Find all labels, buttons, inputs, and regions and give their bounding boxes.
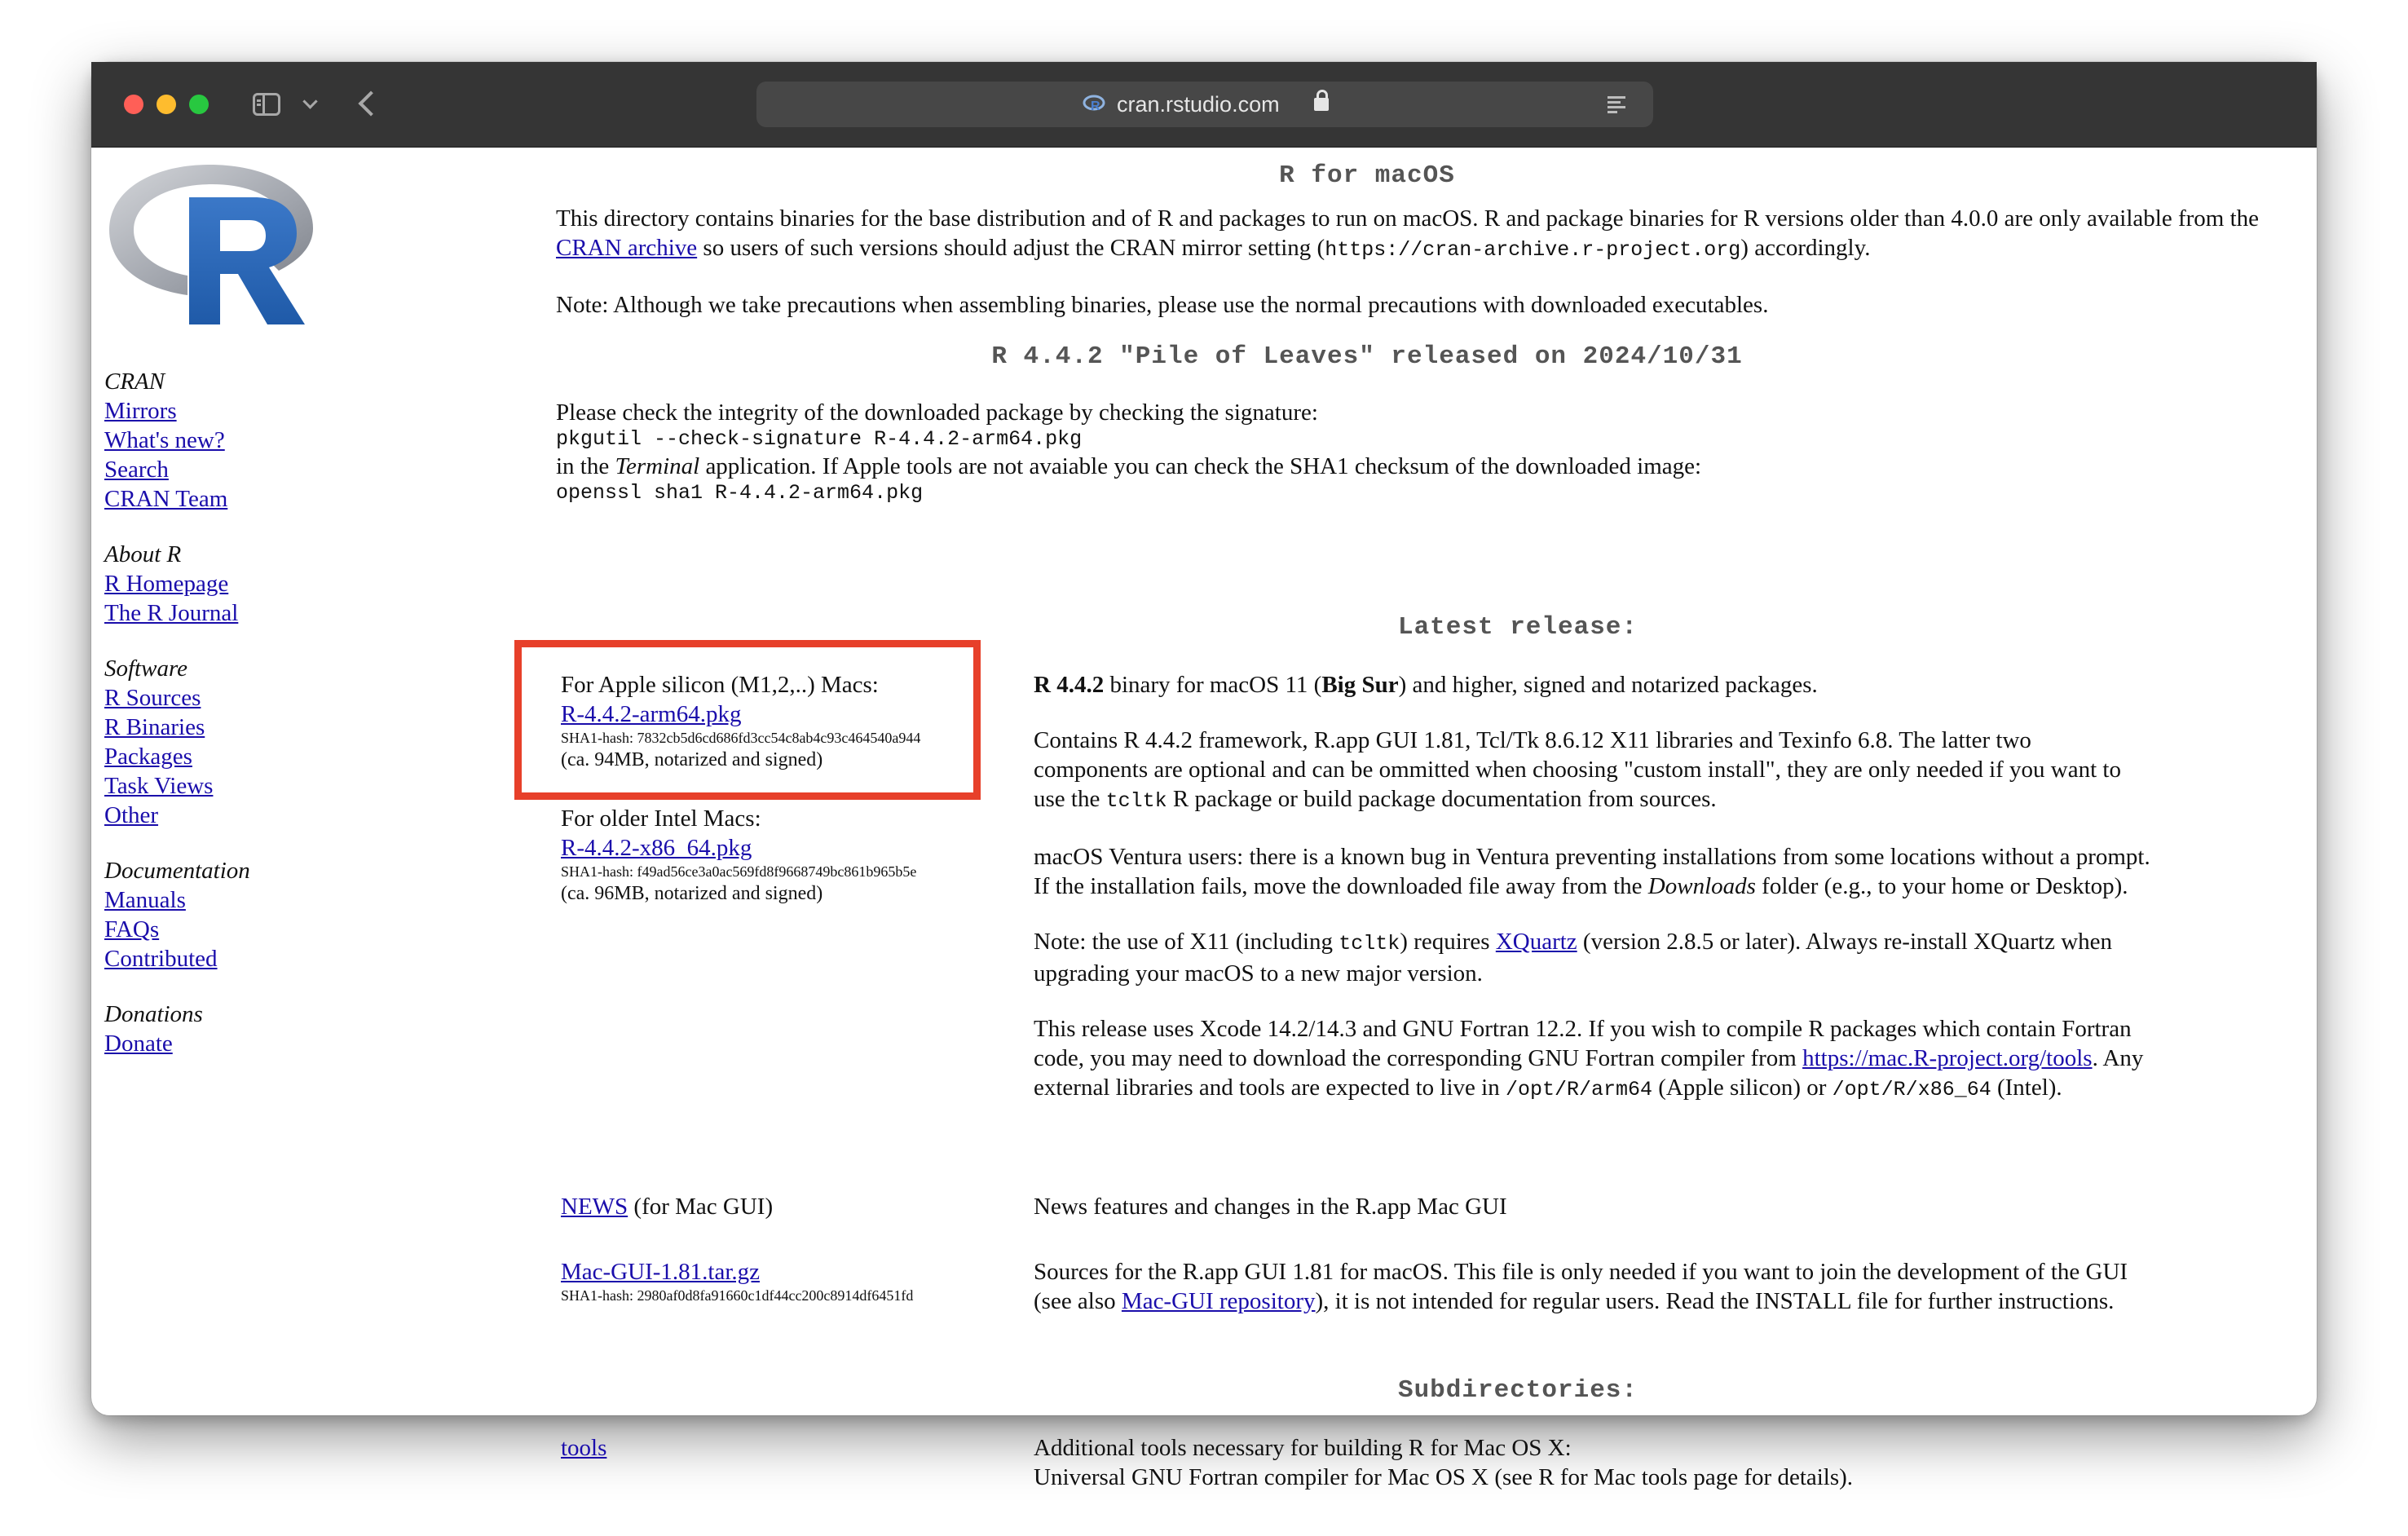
nav-link-packages[interactable]: Packages	[104, 744, 192, 770]
macgui-repository-link[interactable]: Mac-GUI repository	[1121, 1288, 1316, 1314]
intel-size: (ca. 96MB, notarized and signed)	[561, 883, 823, 904]
browser-window	[91, 62, 2317, 1490]
nav-heading: CRAN	[104, 369, 165, 395]
nav-group-documentation	[104, 856, 250, 973]
address-bar[interactable]	[756, 82, 1653, 127]
nav-heading: Software	[104, 655, 188, 682]
nav-group-cran	[104, 367, 250, 514]
nav-heading: Donations	[104, 1001, 203, 1027]
nav-link-r-homepage[interactable]: R Homepage	[104, 571, 229, 597]
nav-link-cran-team[interactable]: CRAN Team	[104, 486, 228, 512]
mac-tools-link[interactable]: https://mac.R-project.org/tools	[1802, 1045, 2093, 1071]
desc-binary: R 4.4.2 binary for macOS 11 (Big Sur) and higher, signed and notarized packages.	[1034, 672, 1818, 698]
sha1-command: openssl sha1 R-4.4.2-arm64.pkg	[556, 481, 924, 505]
lock-icon	[1314, 98, 1329, 111]
xquartz-link[interactable]: XQuartz	[1495, 929, 1577, 955]
sidebar-icon[interactable]	[253, 93, 280, 116]
page-title: R for macOS	[1279, 161, 1455, 190]
intel-label: For older Intel Macs:	[561, 806, 761, 832]
desc-contents: Contains R 4.4.2 framework, R.app GUI 1.81, Tcl/Tk 8.6.12 X11 libraries and Texinfo 6.8. The latter two components are optional and can be ommitted when choosing "custom install", they are only needed if you want to use the tcltk R package or build package documentation from sources.	[1034, 727, 2121, 813]
nav-link-faqs[interactable]: FAQs	[104, 916, 160, 942]
news-link[interactable]: NEWS	[561, 1194, 628, 1220]
nav-link-other[interactable]: Other	[104, 802, 159, 828]
nav-link-manuals[interactable]: Manuals	[104, 887, 186, 913]
nav-link-r-journal[interactable]: The R Journal	[104, 600, 239, 626]
nav-link-r-binaries[interactable]: R Binaries	[104, 714, 205, 740]
tools-link[interactable]: tools	[561, 1435, 607, 1461]
intel-hash: SHA1-hash: f49ad56ce3a0ac569fd8f9668749bc861b965b5e	[561, 863, 917, 880]
note-paragraph: Note: Although we take precautions when assembling binaries, please use the normal precautions with downloaded executables.	[556, 292, 1769, 318]
nav-group-about	[104, 540, 250, 628]
back-icon[interactable]	[358, 90, 383, 116]
close-window-button[interactable]	[124, 95, 143, 114]
svg-text:R: R	[1091, 99, 1100, 113]
integrity-paragraph: Please check the integrity of the downloaded package by checking the signature: pkgutil --check-signature R-4.4.2-arm64.pkg in the Terminal application. If Apple tools are not avaiable you can check the SHA1 checksum of the downloaded image: openssl sha1 R-4.4.2-arm64.pkg	[556, 398, 2284, 505]
page-content	[91, 147, 2317, 1490]
minimize-window-button[interactable]	[157, 95, 176, 114]
news-description: News features and changes in the R.app Mac GUI	[1034, 1194, 1507, 1220]
macgui-hash: SHA1-hash: 2980af0d8fa91660c1df44cc200c8914df6451fd	[561, 1287, 914, 1304]
r-logo[interactable]	[103, 155, 316, 328]
reader-icon[interactable]	[1608, 95, 1627, 116]
x86-pkg-link[interactable]: R-4.4.2-x86_64.pkg	[561, 835, 752, 861]
latest-release-heading: Latest release:	[1397, 613, 1638, 642]
intro-paragraph: This directory contains binaries for the base distribution and of R and packages to run on macOS. R and package binaries for R versions older than 4.0.0 are only available from the CRAN archive so users of such versions should adjust the CRAN mirror setting (https://cran-archive.r-project.org) accordingly.	[556, 205, 2260, 262]
arm-label: For Apple silicon (M1,2,..) Macs:	[561, 672, 879, 698]
news-row: NEWS (for Mac GUI)	[561, 1194, 774, 1220]
cran-archive-link[interactable]: CRAN archive	[556, 235, 698, 261]
intel-download	[561, 804, 985, 907]
signature-command: pkgutil --check-signature R-4.4.2-arm64.pkg	[556, 427, 1083, 451]
nav-link-donate[interactable]: Donate	[104, 1031, 173, 1057]
title-bar	[91, 62, 2317, 148]
chevron-down-icon[interactable]	[302, 94, 317, 108]
nav-link-r-sources[interactable]: R Sources	[104, 685, 201, 711]
desc-x11: Note: the use of X11 (including tcltk) requires XQuartz (version 2.8.5 or later). Always re-install XQuartz when upgrading your macOS to a new major version.	[1034, 929, 2113, 986]
nav-link-task-views[interactable]: Task Views	[104, 773, 214, 799]
arm-download	[561, 670, 985, 773]
arm-hash: SHA1-hash: 7832cb5d6cd686fd3cc54c8ab4c93c464540a944	[561, 730, 921, 746]
nav-link-whats-new[interactable]: What's new?	[104, 427, 225, 453]
nav-link-mirrors[interactable]: Mirrors	[104, 398, 177, 424]
nav-group-donations	[104, 1000, 250, 1058]
macgui-row	[561, 1257, 985, 1304]
nav-heading: Documentation	[104, 858, 250, 884]
release-heading: R 4.4.2 "Pile of Leaves" released on 2024/10/31	[991, 342, 1743, 371]
tools-description: Additional tools necessary for building R for Mac OS X: Universal GNU Fortran compiler for Mac OS X (see R for Mac tools page for details).	[1034, 1435, 1854, 1490]
desc-xcode: This release uses Xcode 14.2/14.3 and GNU Fortran 12.2. If you wish to compile R packages which contain Fortran code, you may need to download the corresponding GNU Fortran compiler from https://mac.R-project.org/tools. Any external libraries and tools are expected to live in /opt/R/arm64 (Apple silicon) or /opt/R/x86_64 (Intel).	[1034, 1016, 2144, 1101]
macgui-description: Sources for the R.app GUI 1.81 for macOS. This file is only needed if you want to join the development of the GUI (see also Mac-GUI repository), it is not intended for regular users. Read the INSTALL file for further instructions.	[1034, 1259, 2128, 1314]
sidebar-nav	[104, 367, 250, 1084]
arm64-pkg-link[interactable]: R-4.4.2-arm64.pkg	[561, 701, 742, 727]
nav-heading: About R	[104, 541, 182, 567]
macgui-tarball-link[interactable]: Mac-GUI-1.81.tar.gz	[561, 1259, 760, 1285]
nav-group-software	[104, 654, 250, 830]
desc-ventura: macOS Ventura users: there is a known bug in Ventura preventing installations from some locations without a prompt. If the installation fails, move the downloaded file away from the Downloads folder (e.g., to your home or Desktop).	[1034, 844, 2150, 899]
arm-size: (ca. 94MB, notarized and signed)	[561, 749, 823, 770]
release-description	[1034, 670, 2150, 1105]
nav-link-contributed[interactable]: Contributed	[104, 946, 218, 972]
site-icon	[1083, 94, 1105, 113]
zoom-window-button[interactable]	[189, 95, 209, 114]
subdirectories-heading: Subdirectories:	[1397, 1376, 1638, 1405]
url-text: cran.rstudio.com	[1117, 92, 1280, 117]
nav-link-search[interactable]: Search	[104, 457, 169, 483]
